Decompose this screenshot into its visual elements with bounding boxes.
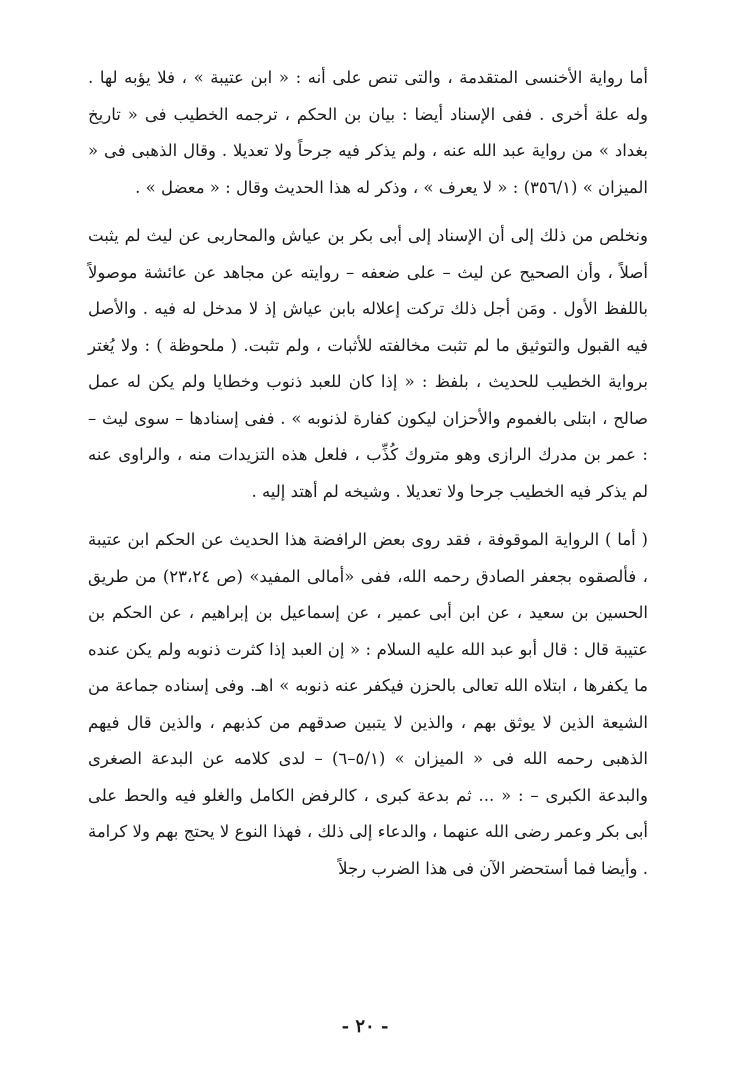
- paragraph-2: ونخلص من ذلك إلى أن الإسناد إلى أبى بكر بن عياش والمحاربى عن ليث لم يثبت أصلاً ، وأن الصحيح عن ليث – على ضعفه – روايته عن مجاهد عن عائشة موصولاً باللفظ الأول . ومَن أجل ذلك تركت إعلاله بابن عياش إذ لا مدخل له فيه . والأصل فيه القبول والتوثيق ما لم تثبت مخالفته للأثبات ، ولم تثبت. ( ملحوظة ) : ولا يُغتر برواية الخطيب للحديث ، بلفظ : « إذا كان للعبد ذنوب وخطايا ولم يكن له عمل صالح ، ابتلى بالغموم والأحزان ليكون كفارة لذنوبه » . ففى إسنادها – سوى ليث – : عمر بن مدرك الرازى وهو متروك كُذِّب ، فلعل هذه التزيدات منه ، والراوى عنه لم يذكر فيه الخطيب جرحا ولا تعديلا . وشيخه لم أهتد إليه .: [88, 226, 648, 501]
- paragraph-3: ( أما ) الرواية الموقوفة ، فقد روى بعض الرافضة هذا الحديث عن الحكم ابن عتيبة ، فألصقوه بجعفر الصادق رحمه الله، ففى «أمالى المفيد» (ص ٢٣،٢٤) من طريق الحسين بن سعيد ، عن ابن أبى عمير ، عن إسماعيل بن إبراهيم ، عن الحكم بن عتيبة قال : قال أبو عبد الله عليه السلام : « إن العبد إذا كثرت ذنوبه ولم يكن عنده ما يكفرها ، ابتلاه الله تعالى بالحزن فيكفر عنه ذنوبه » اهـ. وفى إسناده جماعة من الشيعة الذين لا يوثق بهم ، والذين لا يتبين صدقهم من كذبهم ، والذين قال فيهم الذهبى رحمه الله فى « الميزان » (٥/١–٦) – لدى كلامه عن البدعة الصغرى والبدعة الكبرى – : « ... ثم بدعة كبرى ، كالرفض الكامل والغلو فيه والحط على أبى بكر وعمر رضى الله عنهما ، والدعاء إلى ذلك ، فهذا النوع لا يحتج بهم ولا كرامة . وأيضا فما أستحضر الآن فى هذا الضرب رجلاً: [88, 530, 648, 878]
- page-body: [88, 60, 648, 887]
- paragraph-1: أما رواية الأخنسى المتقدمة ، والتى تنص على أنه : « ابن عتيبة » ، فلا يؤبه لها . وله علة أخرى . ففى الإسناد أيضا : بيان بن الحكم ، ترجمه الخطيب فى « تاريخ بغداد » من رواية عبد الله عنه ، ولم يذكر فيه جرحاً ولا تعديلا . وقال الذهبى فى « الميزان » (٣٥٦/١) : « لا يعرف » ، وذكر له هذا الحديث وقال : « معضل » .: [88, 68, 648, 197]
- page-number: - ٢٠ -: [341, 1016, 389, 1037]
